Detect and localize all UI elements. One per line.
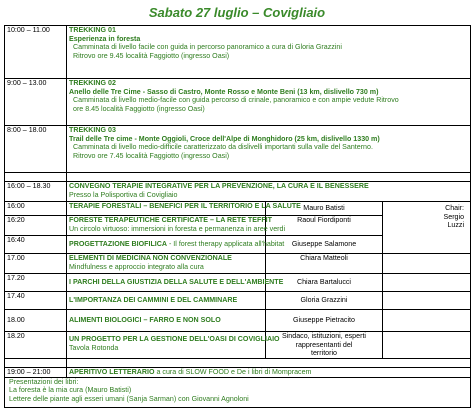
aperitivo-title: APERITIVO LETTERARIO	[69, 367, 155, 376]
talk-subtitle: Mindfulness e approccio integrato alla cura	[69, 262, 204, 271]
time-cell: 17.40	[5, 292, 67, 310]
time-cell: 18.20	[5, 332, 67, 359]
time-cell: 17.00	[5, 254, 67, 274]
trekking-row	[5, 126, 471, 173]
trekking-desc: ore 8.45 località Faggiotto (ingresso Oasi)	[73, 104, 205, 113]
talk-title: PROGETTAZIONE BIOFILICA	[69, 240, 167, 249]
trekking-row	[5, 26, 471, 79]
talk-row	[5, 292, 471, 310]
trekking-route: Esperienza in foresta	[69, 34, 141, 43]
talk-row	[5, 202, 471, 216]
chair-cell	[383, 254, 471, 274]
talk-row	[5, 274, 471, 292]
speaker-cell	[266, 310, 383, 332]
trekking-desc: Ritrovo ore 7.45 località Faggiotto (ingresso Oasi)	[73, 151, 230, 160]
time-cell: 9:00 – 13.00	[5, 79, 67, 126]
convegno-place: Presso la Polisportiva di Covigliaio	[69, 190, 178, 199]
talk-title: ALIMENTI BIOLOGICI – FARRO E NON SOLO	[69, 316, 221, 325]
talk-title: FORESTE TERAPEUTICHE CERTIFICATE – LA RETE TEFFIT	[69, 216, 272, 224]
time-cell: 16:20	[5, 216, 67, 236]
aperitivo-title-cell	[67, 367, 471, 377]
time-cell: 16:00	[5, 202, 67, 216]
talk-title: ELEMENTI DI MEDICINA NON CONVENZIONALE	[69, 254, 232, 262]
trekking-details	[67, 126, 471, 173]
schedule-table	[4, 25, 471, 408]
trekking-details	[67, 79, 471, 126]
aperitivo-books-row	[5, 377, 471, 407]
chair-cell	[383, 202, 471, 254]
speaker-name: Mauro Batisti	[303, 204, 345, 213]
talk-details	[67, 216, 286, 236]
trekking-name: TREKKING 03	[69, 126, 116, 134]
speaker-name: Gloria Grazzini	[300, 296, 348, 305]
chair-cell	[383, 274, 471, 292]
trekking-route: Trail delle Tre cime - Monte Oggioli, Croce dell'Alpe di Monghidoro (25 km, dislivello 1330 m)	[69, 134, 380, 143]
talk-subtitle: Un circolo virtuoso: immersioni in foresta e permanenza in aree verdi	[69, 224, 286, 233]
trekking-desc: Camminata di livello facile con guida in percorso panoramico a cura di Gloria Grazzini	[73, 43, 342, 52]
talk-details	[67, 202, 301, 216]
book-item: Lettere delle piante agli esseri umani (Sanja Sarman) con Giovanni Agnoloni	[9, 394, 249, 403]
chair-cell	[383, 292, 471, 310]
speaker-cell	[266, 292, 383, 310]
convegno-details	[67, 182, 471, 202]
speaker-name: Giuseppe Pietracito	[293, 316, 355, 325]
speaker-name: Chiara Bartalucci	[296, 278, 351, 287]
trekking-row	[5, 79, 471, 126]
trekking-desc: Ritrovo ore 9.45 località Faggiotto (ingresso Oasi)	[73, 51, 230, 60]
books-intro: Presentazioni dei libri:	[9, 377, 79, 386]
trekking-desc: Camminata di livello medio-facile con guida percorso di crinale, panoramico e con ampie vedute Ritrovo	[73, 96, 399, 105]
time-cell: 10:00 – 11.00	[5, 26, 67, 79]
talk-details	[67, 254, 266, 274]
time-cell: 16:00 – 18.30	[5, 182, 67, 202]
time-cell: 8:00 – 18.00	[5, 126, 67, 173]
time-cell: 18.00	[5, 310, 67, 332]
speaker-name: territorio	[310, 349, 338, 358]
talk-title: UN PROGETTO PER LA GESTIONE DELL'OASI DI COVIGLIAIO	[69, 335, 280, 343]
speaker-name: Giuseppe Salamone	[291, 240, 357, 249]
spacer-cell	[5, 358, 67, 367]
trekking-desc: Camminata di livello medio-difficile caratterizzato da dislivelli importanti sulla valle del Santerno.	[73, 143, 373, 152]
talk-row	[5, 254, 471, 274]
time-cell: 17.20	[5, 274, 67, 292]
talk-details	[67, 332, 280, 359]
speaker-name: rappresentanti del	[295, 340, 353, 349]
trekking-name: TREKKING 02	[69, 79, 116, 87]
talk-row	[5, 332, 471, 359]
chair-name: Sergio	[443, 212, 465, 221]
talk-details	[67, 292, 266, 310]
time-cell: 16:40	[5, 236, 67, 254]
talk-subtitle: - Il forest therapy applicata all'habitat	[167, 240, 285, 249]
talk-title: I PARCHI DELLA GIUSTIZIA DELLA SALUTE E DELL'AMBIENTE	[69, 278, 284, 287]
aperitivo-books	[5, 377, 471, 407]
book-item: La foresta è la mia cura (Mauro Batisti)	[9, 386, 132, 395]
chair-cell	[383, 310, 471, 332]
speaker-cell	[266, 332, 383, 359]
trekking-details	[67, 26, 471, 79]
time-cell: 19:00 – 21:00	[5, 367, 67, 377]
chair-name: Luzzi	[447, 221, 465, 230]
talk-row	[5, 310, 471, 332]
speaker-cell	[266, 254, 383, 274]
talk-details	[67, 274, 284, 292]
speaker-name: Sindaco, istituzioni, esperti	[282, 332, 366, 340]
talk-title: L'IMPORTANZA DEI CAMMINI E DEL CAMMINARE	[69, 296, 238, 305]
talk-subtitle: Tavola Rotonda	[69, 343, 119, 352]
spacer-row	[5, 358, 471, 367]
speaker-name: Chiara Matteoli	[300, 254, 348, 262]
spacer-cell	[5, 173, 67, 182]
convegno-title: CONVEGNO TERAPIE INTEGRATIVE PER LA PREVENZIONE, LA CURA E IL BENESSERE	[69, 182, 369, 190]
chair-cell	[383, 332, 471, 359]
page-title: Sabato 27 luglio – Covigliaio	[148, 5, 326, 20]
chair-label: Chair:	[445, 204, 465, 212]
speaker-name: Raoul Fiordiponti	[297, 216, 351, 224]
trekking-name: TREKKING 01	[69, 26, 116, 34]
talk-details	[67, 236, 285, 254]
spacer-cell	[67, 173, 471, 182]
aperitivo-row	[5, 367, 471, 377]
spacer-cell	[67, 358, 471, 367]
trekking-route: Anello delle Tre Cime - Sasso di Castro, Monte Rosso e Monte Beni (13 km, dislivello 730 m)	[69, 87, 379, 96]
convegno-row	[5, 182, 471, 202]
talk-title: TERAPIE FORESTALI – BENEFICI PER IL TERRITORIO E LA SALUTE	[69, 202, 301, 210]
aperitivo-organizer: a cura di SLOW FOOD e De i libri di Mompracem	[154, 367, 312, 376]
talk-details	[67, 310, 266, 332]
spacer-row	[5, 173, 471, 182]
